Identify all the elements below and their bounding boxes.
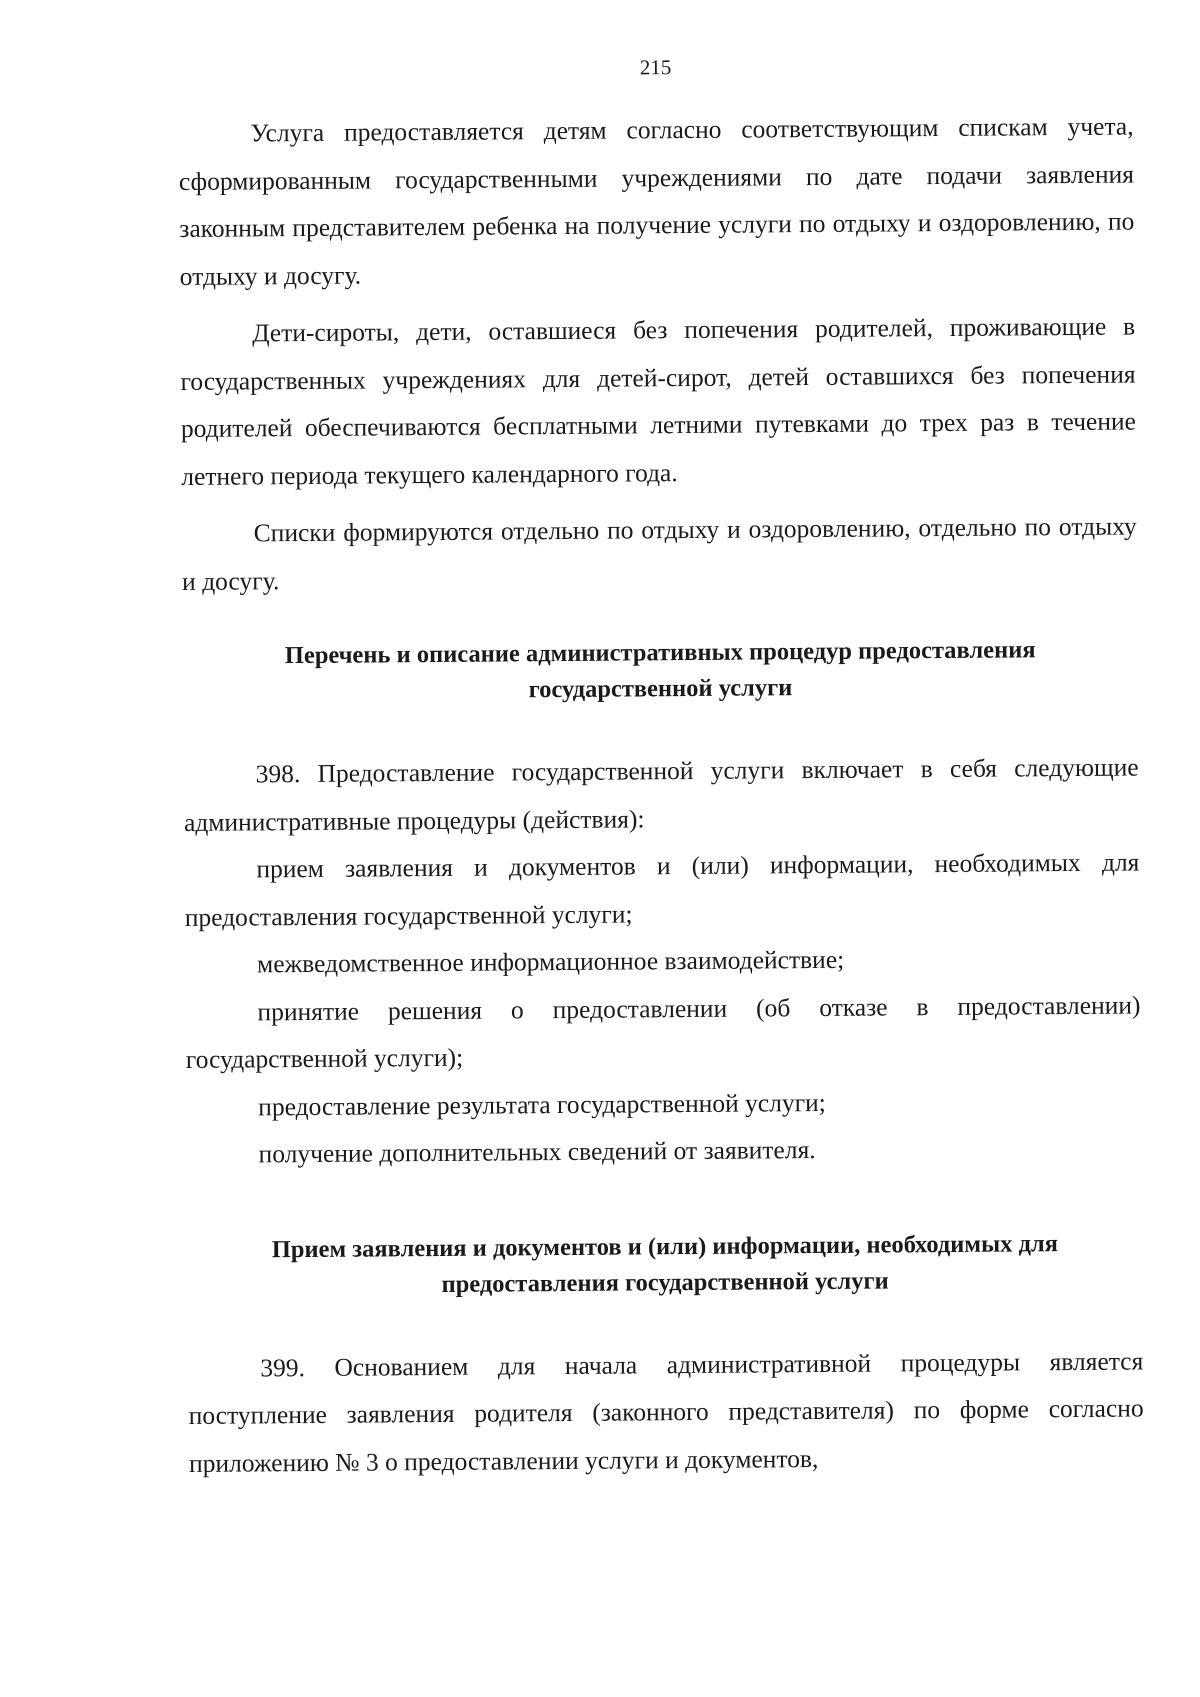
section-heading-application: Прием заявления и документов и (или) информации, необходимых для предоставления государственной услуги <box>271 1229 1059 1298</box>
section-heading-procedures: Перечень и описание административных процедур предоставления государственной услуги <box>284 636 1036 704</box>
list-item: принятие решения о предоставлении (об отказе в предоставлении) государственной услуги); <box>185 989 1141 1074</box>
paragraph-lists-formed: Списки формируются отдельно по отдыху и оздоровлению, отдельно по отдыху и досугу. <box>181 511 1137 596</box>
paragraph-orphans: Дети-сироты, дети, оставшиеся без попечения родителей, проживающие в государственных учреждениях для детей-сирот, детей оставшихся без попечения родителей обеспечиваются бесплатными летними путевками до трех раз в течение летнего периода текущего календарного года. <box>180 311 1136 491</box>
paragraph-399: 399. Основанием для начала административной процедуры является поступление заявления родителя (законного представителя) по форме согласно приложению № 3 о предоставлении услуги и документов, <box>188 1345 1144 1478</box>
list-item: прием заявления и документов и (или) информации, необходимых для предоставления государственной услуги; <box>184 847 1140 932</box>
page-content <box>178 50 1144 1486</box>
list-item: предоставление результата государственной услуги; <box>258 1087 826 1121</box>
paragraph-service-lists: Услуга предоставляется детям согласно соответствующим спискам учета, сформированным государственными учреждениями по дате подачи заявления законным представителем ребенка на получение услуги по отдыху и оздоровлению, по отдыху и досугу. <box>178 111 1135 291</box>
list-item: межведомственное информационное взаимодействие; <box>257 944 845 979</box>
list-item: получение дополнительных сведений от заявителя. <box>258 1135 816 1169</box>
paragraph-398: 398. Предоставление государственной услуги включает в себя следующие административные процедуры (действия): <box>183 752 1139 837</box>
page-number: 215 <box>639 55 672 80</box>
